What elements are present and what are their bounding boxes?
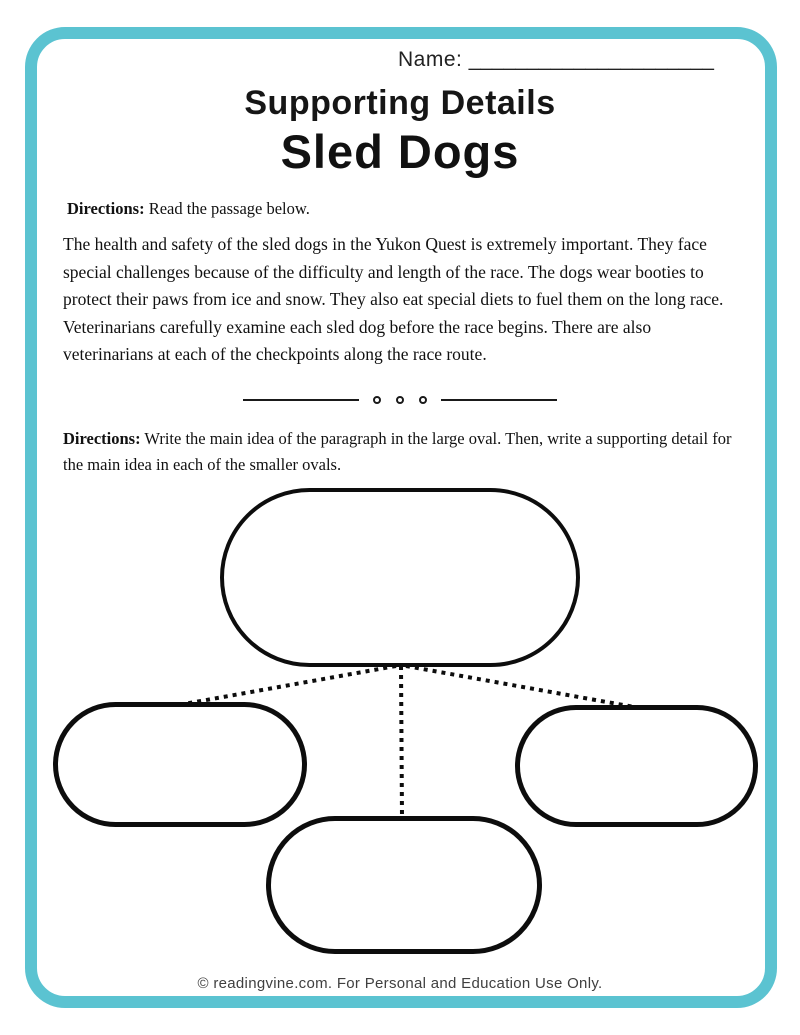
main-idea-oval[interactable]: [220, 488, 580, 667]
worksheet-title: Supporting Details: [244, 84, 556, 122]
divider-circle-icon: [396, 396, 404, 404]
supporting-detail-oval-left[interactable]: [53, 702, 307, 827]
passage-text: The health and safety of the sled dogs in the Yukon Quest is extremely important. They face special challenges because of the difficulty and length of the race. The dogs wear booties to protect their paws from ice and snow. They also eat special diets to fuel them on the long race. Veterinarians carefully examine each sled dog before the race begins. There are also veterinarians at each of the checkpoints along the race route.: [63, 234, 724, 364]
connector-left-dotted-line: [184, 666, 396, 704]
section-divider: [0, 392, 800, 408]
directions-read-text: Read the passage below.: [144, 199, 310, 218]
directions-read: [67, 199, 747, 219]
directions-write: [63, 426, 745, 478]
divider-circle-icon: [373, 396, 381, 404]
connector-right-dotted-line: [406, 666, 640, 708]
name-blank-line[interactable]: _____________________: [468, 48, 714, 71]
directions-read-label: Directions:: [67, 199, 145, 218]
supporting-detail-oval-bottom[interactable]: [266, 816, 542, 954]
worksheet-subtitle: Sled Dogs: [280, 125, 520, 178]
directions-write-label: Directions:: [63, 429, 141, 448]
supporting-detail-oval-right[interactable]: [515, 705, 758, 827]
name-line: [398, 48, 714, 72]
divider-right-rule: [441, 399, 557, 401]
directions-write-text: Write the main idea of the paragraph in the large oval. Then, write a supporting detail for the main idea in each of the smaller ovals.: [63, 429, 732, 474]
connector-middle-dotted-line: [401, 666, 402, 818]
divider-circles: [373, 396, 427, 404]
footer-copyright: © readingvine.com. For Personal and Education Use Only.: [197, 975, 603, 992]
name-label: Name:: [398, 48, 463, 71]
divider-left-rule: [243, 399, 359, 401]
divider-circle-icon: [419, 396, 427, 404]
